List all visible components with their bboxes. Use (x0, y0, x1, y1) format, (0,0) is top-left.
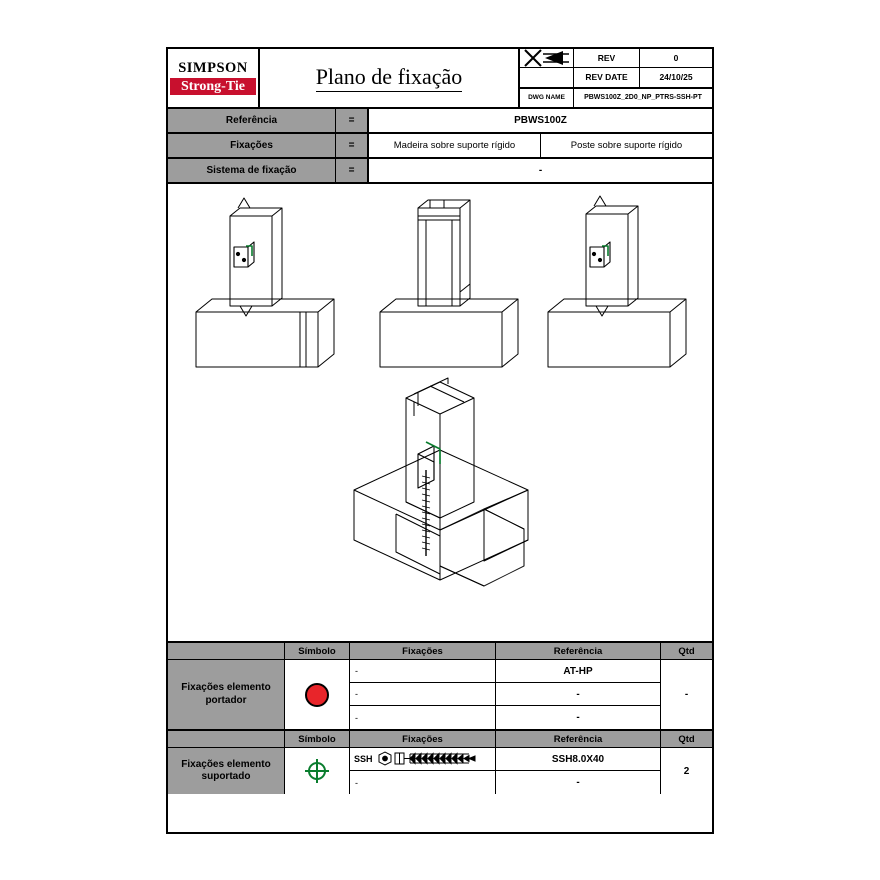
header-qtd-suportado: Qtd (678, 733, 695, 745)
dwg-name-value: PBWS100Z_2D0_NP_PTRS-SSH-PT (584, 94, 702, 102)
info-value-referencia: PBWS100Z (514, 115, 567, 126)
screw-icon (376, 751, 488, 767)
reference-column-portador (496, 660, 661, 729)
fastener-table-suportado (168, 731, 712, 794)
projection-symbol-svg (523, 45, 571, 71)
qty-portador: - (684, 689, 689, 700)
fixings-cell-2: - (350, 683, 495, 706)
fastener-table-suportado-header (168, 731, 712, 748)
crosshair-svg (303, 757, 331, 785)
fixings-column-suportado (350, 748, 496, 794)
title-block (168, 49, 712, 109)
info-label-referencia: Referência (168, 109, 336, 132)
logo-top-text: SIMPSON (178, 60, 248, 76)
reference-column-suportado (496, 748, 661, 794)
rev-value: 0 (673, 53, 679, 64)
logo-bottom-text: Strong-Tie (170, 78, 256, 96)
technical-drawing-area (168, 184, 712, 643)
row-label-suportado: Fixações elemento suportado (168, 748, 285, 794)
header-simbolo-suportado: Símbolo (285, 731, 350, 747)
page-title (260, 49, 520, 107)
info-eq-fixacoes: = (336, 134, 369, 157)
view-front-middle (380, 200, 518, 367)
info-eq-referencia: = (336, 109, 369, 132)
fixings-cell-3: - (355, 712, 358, 723)
screw-label: SSH (354, 754, 373, 764)
fastener-table-portador-header (168, 643, 712, 660)
header-qtd-portador: Qtd (678, 645, 695, 657)
green-crosshair-icon (285, 748, 350, 794)
header-referencia-suportado: Referência (496, 731, 661, 747)
projection-symbol-spacer (520, 68, 574, 86)
reference-cell-1: AT-HP (496, 660, 660, 683)
fastener-table-portador-body (168, 660, 712, 729)
rev-row (520, 49, 712, 68)
qty-suportado: 2 (683, 765, 690, 777)
row-label-portador: Fixações elemento portador (168, 660, 285, 729)
header-spacer-portador (168, 643, 285, 659)
rev-date-label: REV DATE (574, 68, 640, 86)
header-fixacoes-suportado: Fixações (350, 731, 496, 747)
info-eq-sistema: = (336, 159, 369, 182)
isometric-assembly-view (354, 378, 528, 586)
header-referencia-portador: Referência (496, 643, 661, 659)
info-label-fixacoes: Fixações (168, 134, 336, 157)
info-value-fixacoes-2: Poste sobre suporte rígido (570, 140, 683, 151)
fixings-column-portador (350, 660, 496, 729)
company-logo (168, 49, 260, 107)
info-label-sistema: Sistema de fixação (168, 159, 336, 182)
info-value-fixacoes-1: Madeira sobre suporte rígido (369, 134, 541, 157)
reference-cell-1-suportado: SSH8.0X40 (496, 748, 660, 771)
red-circle-svg (304, 682, 330, 708)
dwg-name-row (520, 88, 712, 107)
technical-drawing-svg (168, 184, 712, 641)
first-angle-projection-icon (520, 49, 574, 67)
header-spacer-suportado (168, 731, 285, 747)
fixings-cell-1: - (350, 660, 495, 683)
title-block-meta (520, 49, 712, 107)
fixings-cell-screw (350, 748, 495, 771)
reference-cell-2-suportado: - (576, 777, 580, 788)
info-row-fixacoes (168, 134, 712, 159)
header-simbolo-portador: Símbolo (285, 643, 350, 659)
red-filled-circle-icon (285, 660, 350, 729)
info-row-referencia (168, 109, 712, 134)
drawing-sheet (166, 47, 714, 834)
rev-label: REV (574, 49, 640, 67)
dwg-name-label: DWG NAME (520, 89, 574, 107)
fastener-table-suportado-body (168, 748, 712, 794)
view-front-right (548, 196, 686, 367)
fixings-cell-2-suportado: - (355, 777, 358, 788)
info-value-sistema: - (538, 165, 543, 176)
view-front-left (196, 198, 334, 367)
info-row-sistema (168, 159, 712, 184)
page-title-text: Plano de fixação (316, 64, 463, 92)
header-fixacoes-portador: Fixações (350, 643, 496, 659)
rev-date-row (520, 68, 712, 87)
fastener-table-portador (168, 643, 712, 731)
rev-date-value: 24/10/25 (659, 72, 693, 83)
reference-cell-3: - (576, 712, 580, 723)
reference-cell-2: - (496, 683, 660, 706)
